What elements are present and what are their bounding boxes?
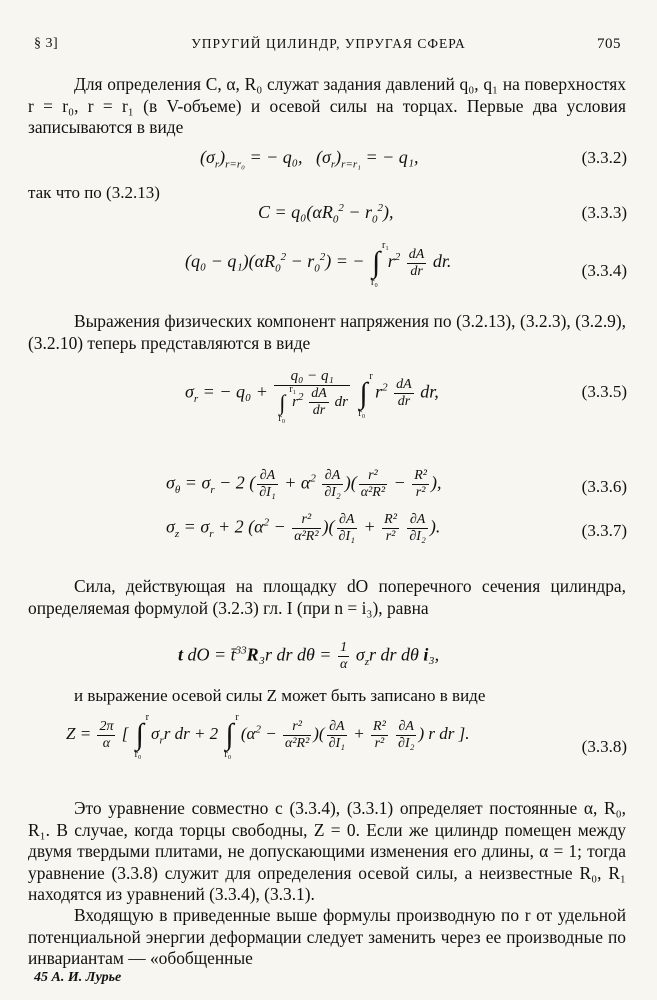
equation-number: (3.3.2)	[581, 148, 627, 167]
paragraph-1: Для определения C, α, R₀ служат задания давлений q₀, q₁ на поверхностях r = r₀, r = r₁ (в V-объеме) и осевой силы на торцах. Первые два условия записываются в виде	[28, 74, 626, 137]
equation-number: (3.3.6)	[581, 477, 627, 496]
paragraph-7: Входящую в приведенные выше формулы производную по r от удельной потенциальной энергии деформации следует заменить через ее производные по инвариантам — «обобщенные	[28, 905, 626, 968]
running-title: УПРУГИЙ ЦИЛИНДР, УПРУГАЯ СФЕРА	[191, 36, 466, 51]
equation-3-3-6: $\sigma_\theta = \sigma_r - 2$ ( $\frac{\partial A}{\text{∂I₁}}$ + $\alpha^2$ $\frac{\partial A}{\text{∂I₂}}$ )( $\frac{\text{r²}}{\text{α²R²}}$ − $\frac{\text{R²}}{\text{r²}}$ ),	[166, 468, 442, 500]
section-mark: § 3]	[34, 36, 59, 51]
equation-number: (3.3.3)	[581, 203, 627, 222]
paragraph-2: так что по (3.2.13)	[28, 183, 160, 202]
equation-3-3-8: Z = $\frac{2\pi}{\alpha}$ [ ∫ r r₀ $\sigma_rr$ dr + 2 ∫ r r₀ ($\alpha^2$ − $\frac{\text{r²}}{\text{α²R²}}$ )( $\frac{\partial A}{\text{∂I₁}}$ + $\frac{\text{R²}}{\text{r²}}$ $\frac{\partial A}{\text{∂I₂}}$ ) r dr ].	[66, 712, 470, 760]
equation-3-3-5: $\sigma_r$ = − q₀ + q₀ − q₁ ∫ r₁ r₀ $r^2$ $\frac{dA}{dr}$ dr ∫ r r₀ $r^2$ $\frac{dA}{dr}$ dr,	[185, 368, 439, 424]
paragraph-4: Сила, действующая на площадку dO поперечного сечения цилиндра, определяемая формулой (3.2.3) гл. I (при n = i₃), равна	[28, 576, 626, 618]
equation-3-3-3: $C = q_0(\alpha R_0^2 - r_0^2)$,	[258, 202, 394, 226]
equation-number: (3.3.8)	[581, 737, 627, 756]
page-number: 705	[597, 36, 621, 52]
paragraph-6: Это уравнение совместно с (3.3.4), (3.3.1) определяет постоянные α, R₀, R₁. В случае, когда торцы свободны, Z = 0. Если же цилиндр помещен между двумя твердыми плитами, не допускающими изменения его длины, α = 1; тогда уравнение (3.3.8) служит для определения осевой силы, а неизвестные R₀, R₁ находятся из уравнений (3.3.4), (3.3.1).	[28, 798, 626, 904]
signature-footer: 45 А. И. Лурье	[34, 970, 122, 985]
equation-number: (3.3.7)	[581, 521, 627, 540]
equation-3-3-7: $\sigma_z = \sigma_r + 2$ ($\alpha^2$ − $\frac{\text{r²}}{\text{α²R²}}$ )( $\frac{\partial A}{\text{∂I₁}}$ + $\frac{\text{R²}}{\text{r²}}$ $\frac{\partial A}{\text{∂I₂}}$ ).	[166, 512, 441, 544]
paragraph-3: Выражения физических компонент напряжения по (3.2.13), (3.2.3), (3.2.9), (3.2.10) теперь представляются в виде	[28, 311, 626, 353]
equation-number: (3.3.4)	[581, 261, 627, 280]
equation-force: t dO = t̄$^{33}$R₃r dr dθ = $\frac{1}{\alpha}$ $\sigma_zr$ dr dθ i₃,	[178, 640, 440, 672]
equation-number: (3.3.5)	[581, 382, 627, 401]
paragraph-5: и выражение осевой силы Z может быть записано в виде	[74, 686, 486, 705]
equation-3-3-4: $(q_0 - q_1)(\alpha R_0^2 - r_0^2)$ = − ∫ r₁ r₀ $r^2$ $\frac{dA}{dr}$ dr.	[185, 240, 452, 288]
equation-3-3-2: $(\sigma_r)_{r=r_0}$ = − q₀, $(\sigma_r)_{r=r_1}$ = − q₁,	[200, 147, 419, 171]
